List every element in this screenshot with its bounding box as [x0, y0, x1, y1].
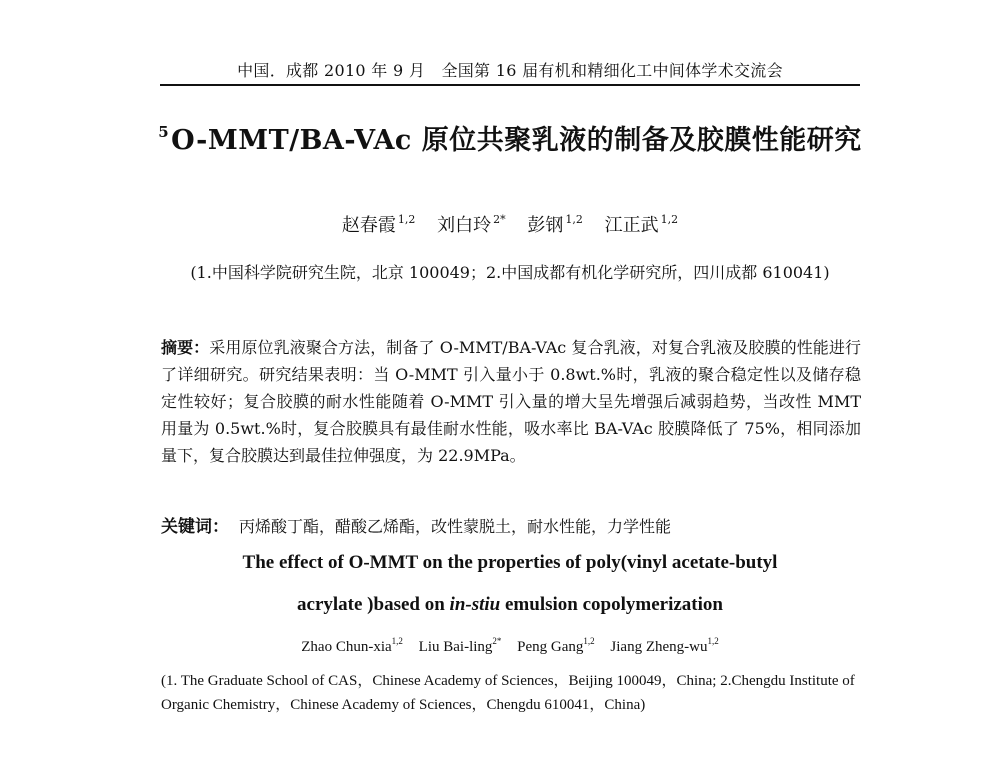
- author-en: [610, 636, 719, 655]
- author-cn: [437, 215, 506, 236]
- author-en: [301, 636, 403, 655]
- author-cn: [605, 215, 679, 236]
- author-affil: 2*: [493, 213, 506, 226]
- author-affil: 1,2: [391, 636, 403, 646]
- author-affil: 2*: [492, 636, 502, 646]
- authors-cn: [160, 211, 860, 237]
- header-rule: [160, 84, 860, 86]
- author-en: [418, 636, 502, 655]
- author-affil: 1,2: [565, 213, 583, 226]
- english-title-part: emulsion copolymerization: [500, 594, 723, 615]
- author-name: 赵春霞: [341, 215, 396, 236]
- keywords-text: 丙烯酸丁酯，醋酸乙烯酯，改性蒙脱土，耐水性能，力学性能: [239, 517, 672, 536]
- title-footnote-mark: 5: [158, 123, 170, 141]
- abstract-text: 采用原位乳液聚合方法，制备了 O-MMT/BA-VAc 复合乳液，对复合乳液及胶膜的性能进行了详细研究。研究结果表明：当 O-MMT 引入量小于 0.8wt.%时，乳液的聚合稳定性以及储存稳定性较好；复合胶膜的耐水性能随着 O-MMT 引入量的增大呈先增强后减弱趋势，当改性 MMT 用量为 0.5wt.%时，复合胶膜具有最佳耐水性能，吸水率比 BA-VAc 胶膜降低了 75%，相同添加量下，复合胶膜达到最佳拉伸强度，为 22.9MPa。: [161, 338, 861, 465]
- english-title-part: acrylate )based on: [297, 594, 450, 615]
- author-affil: 1,2: [397, 213, 416, 226]
- authors-en: [160, 636, 860, 656]
- author-name: Zhao Chun-xia: [301, 639, 392, 655]
- author-name: 江正武: [604, 215, 659, 236]
- author-cn: [342, 215, 416, 236]
- author-name: Liu Bai-ling: [418, 639, 493, 655]
- author-en: [517, 636, 595, 655]
- author-affil: 1,2: [660, 213, 679, 226]
- author-name: Jiang Zheng-wu: [610, 639, 708, 655]
- author-cn: [527, 215, 583, 236]
- title-text: O-MMT/BA-VAc 原位共聚乳液的制备及胶膜性能研究: [171, 125, 862, 156]
- keywords-cn: [161, 512, 861, 537]
- author-name: 彭钢: [527, 215, 564, 236]
- paper-title: [140, 118, 880, 157]
- english-title-italic: in-stiu: [449, 594, 501, 615]
- abstract-cn: [161, 334, 861, 469]
- author-name: 刘白玲: [437, 215, 492, 236]
- abstract-label: 摘要：: [161, 338, 210, 357]
- english-title-line1: The effect of O-MMT on the properties of poly(vinyl acetate-butyl: [242, 552, 778, 573]
- english-title-line2: [160, 594, 860, 616]
- affiliation-en: (1. The Graduate School of CAS，Chinese Academy of Sciences，Beijing 100049，China; 2.Chengdu Institute of Organic Chemistry，Chinese Academy of Sciences，Chengdu 610041，China): [161, 673, 855, 713]
- keywords-label: 关键词：: [161, 517, 229, 537]
- conference-header: 中国．成都 2010 年 9 月 全国第 16 届有机和精细化工中间体学术交流会: [237, 61, 783, 80]
- author-name: Peng Gang: [517, 639, 584, 655]
- author-affil: 1,2: [583, 636, 595, 646]
- affiliation-cn: (1.中国科学院研究生院，北京 100049；2.中国成都有机化学研究所，四川成都 610041): [190, 263, 830, 282]
- author-affil: 1,2: [707, 636, 719, 646]
